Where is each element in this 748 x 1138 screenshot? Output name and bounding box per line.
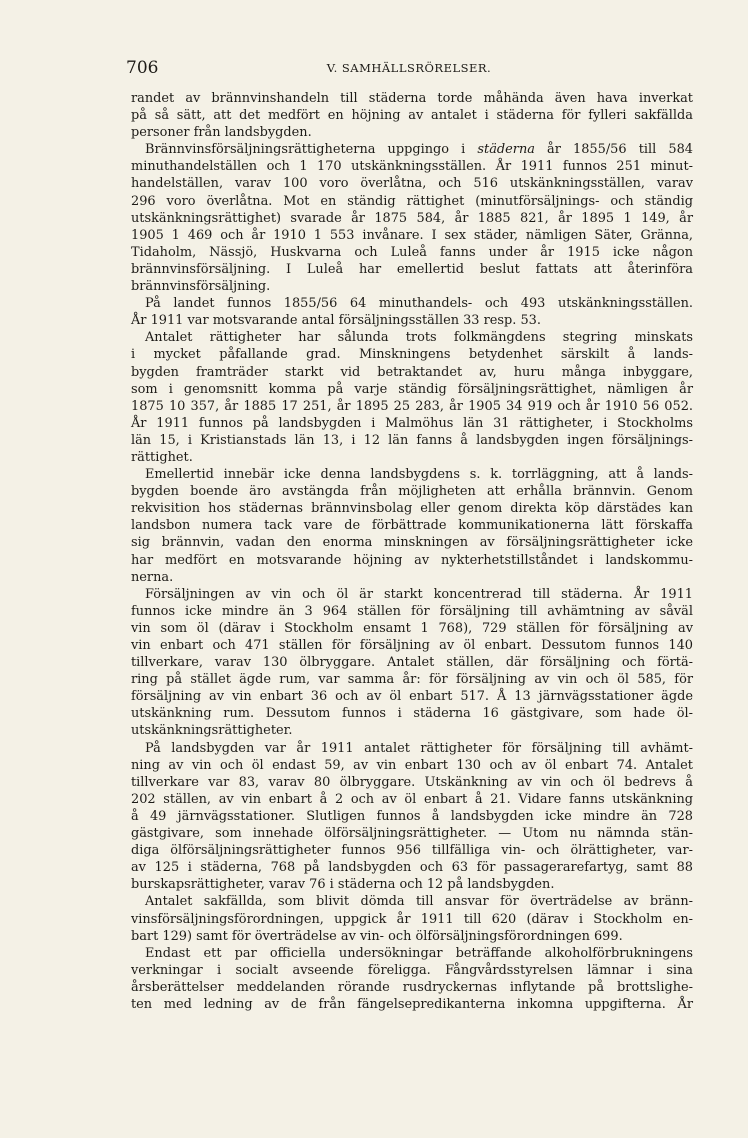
text-line: 296 voro överlåtna. Mot en ständig rättighet (minutförsäljnings- och ständig [131,193,693,209]
text-line: bart 129) samt för överträdelse av vin- och ölförsäljningsförordningen 699. [131,928,623,944]
text-line: ning av vin och öl endast 59, av vin enbart 130 och av öl enbart 74. Antalet [131,757,693,773]
text-line: personer från landsbygden. [131,125,312,141]
text-line: på så sätt, att det medfört en höjning av antalet i städerna för fylleri sakfällda [131,108,693,124]
text-line: i mycket påfallande grad. Minskningens betydenhet särskilt å lands- [131,347,693,363]
text-line: 1875 10 357, år 1885 17 251, år 1895 25 283, år 1905 34 919 och år 1910 56 052. [131,398,693,414]
text-line: bygden framträder starkt vid betraktandet av, huru många inbyggare, [131,364,693,380]
text-line: tillverkare var 83, varav 80 ölbryggare. Utskänkning av vin och öl bedrevs å [131,774,693,790]
text-line: På landsbygden var år 1911 antalet rättigheter för försäljning till avhämt- [145,740,693,756]
text-line: Emellertid innebär icke denna landsbygdens s. k. torrläggning, att å lands- [145,467,693,483]
text-line: vin som öl (därav i Stockholm ensamt 1 768), 729 ställen för försäljning av [131,620,693,636]
text-line: sig brännvin, vadan den enorma minskningen av försäljningsrättigheter icke [131,535,693,551]
text-line: Antalet sakfällda, som blivit dömda till ansvar för överträdelse av bränn- [145,894,693,910]
text-line: utskänkningsrättigheter. [131,723,293,739]
text-line: vinsförsäljningsförordningen, uppgick år 1911 till 620 (därav i Stockholm en- [131,911,693,927]
body-text [131,90,693,1013]
text-line: funnos icke mindre än 3 964 ställen för försäljning till avhämtning av såväl [131,603,693,619]
text-line: utskänkning rum. Dessutom funnos i städerna 16 gästgivare, som hade öl- [131,706,693,722]
text-line: som i genomsnitt komma på varje ständig försäljningsrättighet, nämligen år [131,381,693,397]
text-line: av 125 i städerna, 768 på landsbygden och 63 för passagerarefartyg, samt 88 [131,860,693,876]
page-number: 706 [126,58,159,78]
text-line: minuthandelställen och 1 170 utskänkningsställen. År 1911 funnos 251 minut- [131,159,693,175]
text-line: tillverkare, varav 130 ölbryggare. Antalet ställen, där försäljning och förtä- [131,655,693,671]
emphasis: städerna [477,142,535,158]
text-line: Tidaholm, Nässjö, Huskvarna och Luleå fanns under år 1915 icke någon [131,244,693,260]
text-line: landsbon numera tack vare de förbättrade kommunikationerna lätt förskaffa [131,518,693,534]
text-line: diga ölförsäljningsrättigheter funnos 956 tillfälliga vin- och ölrättigheter, var- [131,843,693,859]
text-line: nerna. [131,569,174,585]
text-line: 202 ställen, av vin enbart å 2 och av öl enbart å 21. Vidare fanns utskänkning [131,791,693,807]
text-line: å 49 järnvägsstationer. Slutligen funnos å landsbygden icke mindre än 728 [131,808,693,824]
text-line: ten med ledning av de från fängelsepredikanterna inkomna uppgifterna. År [131,996,693,1012]
text-line: gästgivare, som innehade ölförsäljningsrättigheter. — Utom nu nämnda stän- [131,826,693,842]
text-line: rättighet. [131,449,193,465]
text-line: försäljning av vin enbart 36 och av öl enbart 517. Å 13 järnvägsstationer ägde [131,689,693,705]
text-line: År 1911 var motsvarande antal försäljningsställen 33 resp. 53. [131,313,541,329]
text-line: Brännvinsförsäljningsrättigheterna uppgingo i städerna år 1855/56 till 584 [145,142,693,158]
text-line: Endast ett par officiella undersökningar beträffande alkoholförbrukningens [145,945,693,961]
text-line: har medfört en motsvarande höjning av nykterhetstillståndet i landskommu- [131,552,693,568]
text-line: årsberättelser meddelanden rörande rusdryckernas inflytande på brottslighe- [131,979,693,995]
text-line: brännvinsförsäljning. [131,279,271,295]
text-line: Försäljningen av vin och öl är starkt koncentrerad till städerna. År 1911 [145,586,693,602]
text-line: handelställen, varav 100 voro överlåtna, och 516 utskänkningsställen, varav [131,176,693,192]
text-line: burskapsrättigheter, varav 76 i städerna och 12 på landsbygden. [131,877,555,893]
text-line: bygden boende äro avstängda från möjligheten att erhålla brännvin. Genom [131,484,693,500]
text-line: År 1911 funnos på landsbygden i Malmöhus län 31 rättigheter, i Stockholms [131,415,693,431]
text-line: brännvinsförsäljning. I Luleå har emellertid beslut fattats att återinföra [131,261,693,277]
text-line: randet av brännvinshandeln till städerna torde måhända även hava inverkat [131,91,693,106]
text-line: rekvisition hos städernas brännvinsbolag eller genom direkta köp därstädes kan [131,501,693,517]
text-line: ring på stället ägde rum, var samma år: för försäljning av vin och öl 585, för [131,672,693,688]
text-line: Antalet rättigheter har sålunda trots folkmängdens stegring minskats [145,330,693,346]
text-line: På landet funnos 1855/56 64 minuthandels- och 493 utskänkningsställen. [145,296,693,312]
text-line: utskänkningsrättighet) svarade år 1875 584, år 1885 821, år 1895 1 149, år [131,210,693,226]
running-head: V. SAMHÄLLSRÖRELSER. [326,61,492,75]
text-line: län 15, i Kristianstads län 13, i 12 län fanns å landsbygden ingen försäljnings- [131,432,693,448]
text-line: 1905 1 469 och år 1910 1 553 invånare. I sex städer, nämligen Säter, Gränna, [131,227,693,243]
text-line: verkningar i socialt avseende föreligga. Fångvårdsstyrelsen lämnar i sina [131,962,693,978]
page-header [126,58,692,80]
text-line: vin enbart och 471 ställen för försäljning av öl enbart. Dessutom funnos 140 [131,638,693,653]
